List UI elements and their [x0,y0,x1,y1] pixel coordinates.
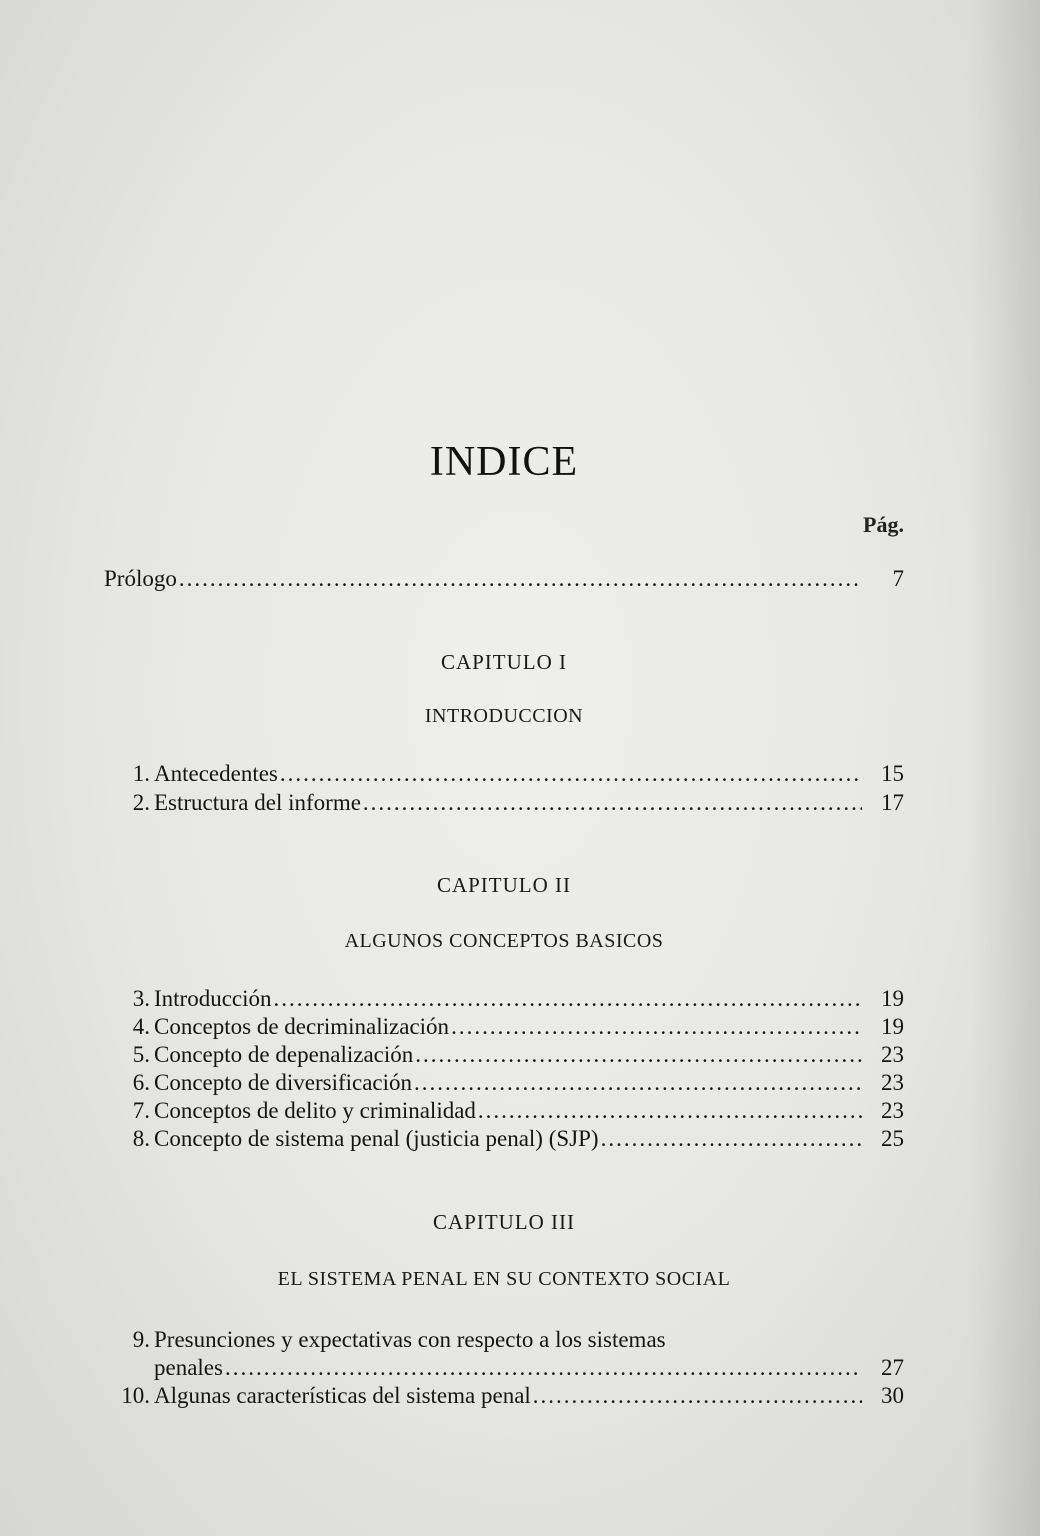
toc-entry-page: 19 [881,986,904,1011]
index-content [104,0,904,1536]
toc-entry [104,760,904,788]
toc-entry-label: Concepto de diversificación [154,1070,413,1095]
chapter-heading: CAPITULO II [436,873,572,897]
toc-entry-label: Algunas características del sistema penal [154,1383,531,1408]
dot-leader [280,760,862,788]
toc-entry [104,1097,904,1125]
toc-entry-page: 17 [881,790,904,815]
dot-leader [179,565,862,593]
toc-entry-page: 19 [881,1014,904,1039]
toc-entry-page: 23 [881,1098,904,1123]
toc-entry [104,1125,904,1153]
toc-entry-number: 6. [132,1070,150,1095]
dot-leader [533,1382,862,1410]
chapter-title: EL SISTEMA PENAL EN SU CONTEXTO SOCIAL [277,1268,731,1290]
chapter-title: ALGUNOS CONCEPTOS BASICOS [344,930,664,952]
toc-entry [104,1382,904,1410]
toc-entry-number: 9. [132,1327,150,1352]
page-title: INDICE [429,439,579,485]
toc-entry-number: 3. [132,986,150,1011]
chapter-title: INTRODUCCION [424,705,584,727]
dot-leader [363,789,862,817]
page-column-header: Pág. [863,512,904,537]
toc-entry [104,1069,904,1097]
dot-leader [601,1125,862,1153]
dot-leader [451,1013,862,1041]
toc-entry-label: Conceptos de delito y criminalidad [154,1098,476,1123]
page-edge-shadow [970,0,1040,1536]
dot-leader [478,1097,862,1125]
dot-leader [414,1069,862,1097]
toc-entry-page: 23 [881,1042,904,1067]
toc-entry-page: 7 [892,566,904,591]
toc-entry-label: Concepto de sistema penal (justicia penal) (SJP) [154,1126,599,1151]
toc-entry-number: 8. [132,1126,150,1151]
toc-entry-number: 1. [132,761,150,786]
chapter-heading: CAPITULO I [440,650,568,674]
toc-entry-continuation [154,1354,904,1382]
toc-entry-label: Concepto de depenalización [154,1042,414,1067]
toc-entry-label-continued: penales [154,1355,223,1380]
toc-entry [104,1013,904,1041]
toc-entry-number: 2. [132,790,150,815]
toc-entry-number: 7. [132,1098,150,1123]
toc-entry-label: Presunciones y expectativas con respecto a los sistemas [154,1327,666,1352]
toc-entry [104,789,904,817]
toc-entry-label: Estructura del informe [154,790,361,815]
dot-leader [225,1354,862,1382]
toc-entry-multiline [104,1326,904,1354]
dot-leader [274,985,862,1013]
toc-entry-page: 30 [881,1383,904,1408]
toc-entry-number: 5. [132,1042,150,1067]
toc-entry-prologue [104,565,904,593]
chapter-heading: CAPITULO III [432,1210,576,1234]
toc-entry-page: 23 [881,1070,904,1095]
toc-entry-label: Introducción [154,986,272,1011]
toc-entry-label: Prólogo [104,566,177,591]
toc-entry-page: 27 [881,1355,904,1380]
toc-entry-label: Conceptos de decriminalización [154,1014,450,1039]
toc-entry-page: 15 [881,761,904,786]
toc-entry [104,1041,904,1069]
toc-entry-label: Antecedentes [154,761,278,786]
dot-leader [415,1041,862,1069]
toc-entry-number: 4. [132,1014,150,1039]
toc-entry-page: 25 [881,1126,904,1151]
toc-entry [104,985,904,1013]
toc-entry-number: 10. [121,1383,150,1408]
